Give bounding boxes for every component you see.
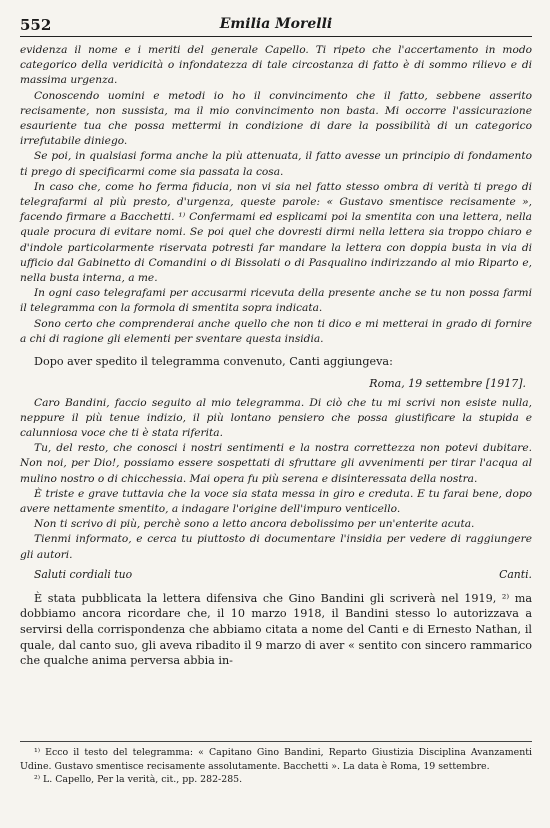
letter-date: Roma, 19 settembre [1917]. xyxy=(369,376,526,390)
letter-paragraph: evidenza il nome e i meriti del generale Capello. Ti ripeto che l'accertamento in modo categorico della veridicità o infondatezza di tale circostanza di fatto è di sommo rilievo e di massima urgenza. xyxy=(20,44,532,87)
page xyxy=(20,14,532,669)
running-title: Emilia Morelli xyxy=(219,16,333,32)
letter2-paragraph: Tienmi informato, e cerca tu piuttosto di documentare l'insidia per vedere di raggiungere gli autori. xyxy=(20,533,532,561)
letter2-paragraph: Caro Bandini, faccio seguito al mio telegramma. Di ciò che tu mi scrivi non esiste nulla, neppure il più tenue indizio, il più lontano pensiero che possa giustificare la stupida e calunniosa voce che ti è stata riferita. xyxy=(20,396,532,440)
narrative-paragraph: È stata pubblicata la lettera difensiva che Gino Bandini gli scriverà nel 1919, ²⁾ ma dobbiamo ancora ricordare che, il 10 marzo 1918, il Bandini stesso lo autorizzava a servirsi della corrispondenza che abbiamo citata a nome del Canti e di Ernesto Nathan, il quale, dal canto suo, gli aveva ribadito il 9 marzo di aver « sentito con sincero rammarico che qualche anima perversa abbia in- xyxy=(20,591,532,668)
footnotes xyxy=(20,741,532,787)
footnote-1: ¹⁾ Ecco il testo del telegramma: « Capitano Gino Bandini, Reparto Giustizia Disciplina Avanzamenti Udine. Gustavo smentisce recisamente assolutamente. Bacchetti ». La data è Roma, 19 settembre. xyxy=(20,747,532,772)
letter-paragraph: Se poi, in qualsiasi forma anche la più attenuata, il fatto avesse un principio di fondamento ti prego di specificarmi come sia passata la cosa. xyxy=(20,150,532,178)
footnote-2: ²⁾ L. Capello, Per la verità, cit., pp. 282-285. xyxy=(34,774,243,786)
letter2-paragraph: Non ti scrivo di più, perchè sono a letto ancora debolissimo per un'enterite acuta. xyxy=(34,518,475,531)
transition-paragraph: Dopo aver spedito il telegramma convenuto, Canti aggiungeva: xyxy=(34,355,393,369)
closing-signature: Canti. xyxy=(499,567,532,581)
letter-paragraph: In caso che, come ho ferma fiducia, non vi sia nel fatto stesso ombra di verità ti prego di telegrafarmi al più presto, d'urgenza, queste parole: « Gustavo smentisce recisamente », facendo firmare a Bacchetti. ¹⁾ Confermami ed esplicami poi la smentita con una lettera, nella quale procura di evitare nomi. Se poi quel che dovresti dirmi nella lettera sia troppo chiaro e d'indole particolarmente riservata potresti far mandare la lettera con doppia busta in via di ufficio dal Gabinetto di Comandini o di Bissolati o di Pasqualino indirizzando al mio Riparto e, nella busta interna, a me. xyxy=(20,180,532,285)
letter2-paragraph: Tu, del resto, che conosci i nostri sentimenti e la nostra correttezza non potevi dubitare. Non noi, per Dio!, possiamo essere sospettati di sfruttare gli avvenimenti per tirar l'acqua al mulino nostro o di chicchessia. Mai opera fu più serena e disinteressata della nostra. xyxy=(20,442,532,485)
letter-paragraph: Conoscendo uomini e metodi io ho il convincimento che il fatto, sebbene asserito recisamente, non sussista, ma il mio convincimento non basta. Mi occorre l'assicurazione esauriente tua che possa mettermi in condizione di dare la possibilità di un categorico irrefutabile diniego. xyxy=(20,89,532,148)
closing-salutation: Saluti cordiali tuo xyxy=(34,567,133,581)
letter-paragraph: Sono certo che comprenderai anche quello che non ti dico e mi metterai in grado di fornire a chi di ragione gli elementi per sventare questa insidia. xyxy=(20,317,532,345)
letter2-paragraph: È triste e grave tuttavia che la voce sia stata messa in giro e creduta. E tu farai bene, dopo avere nettamente smentito, a indagare l'origine dell'impuro venticello. xyxy=(20,487,532,516)
letter-closing xyxy=(34,567,532,582)
page-number: 552 xyxy=(20,16,52,34)
letter-paragraph: In ogni caso telegrafami per accusarmi ricevuta della presente anche se tu non possa farmi il telegramma con la formola di smentita sopra indicata. xyxy=(20,287,532,315)
body-text xyxy=(20,43,532,669)
page-header xyxy=(20,14,532,37)
